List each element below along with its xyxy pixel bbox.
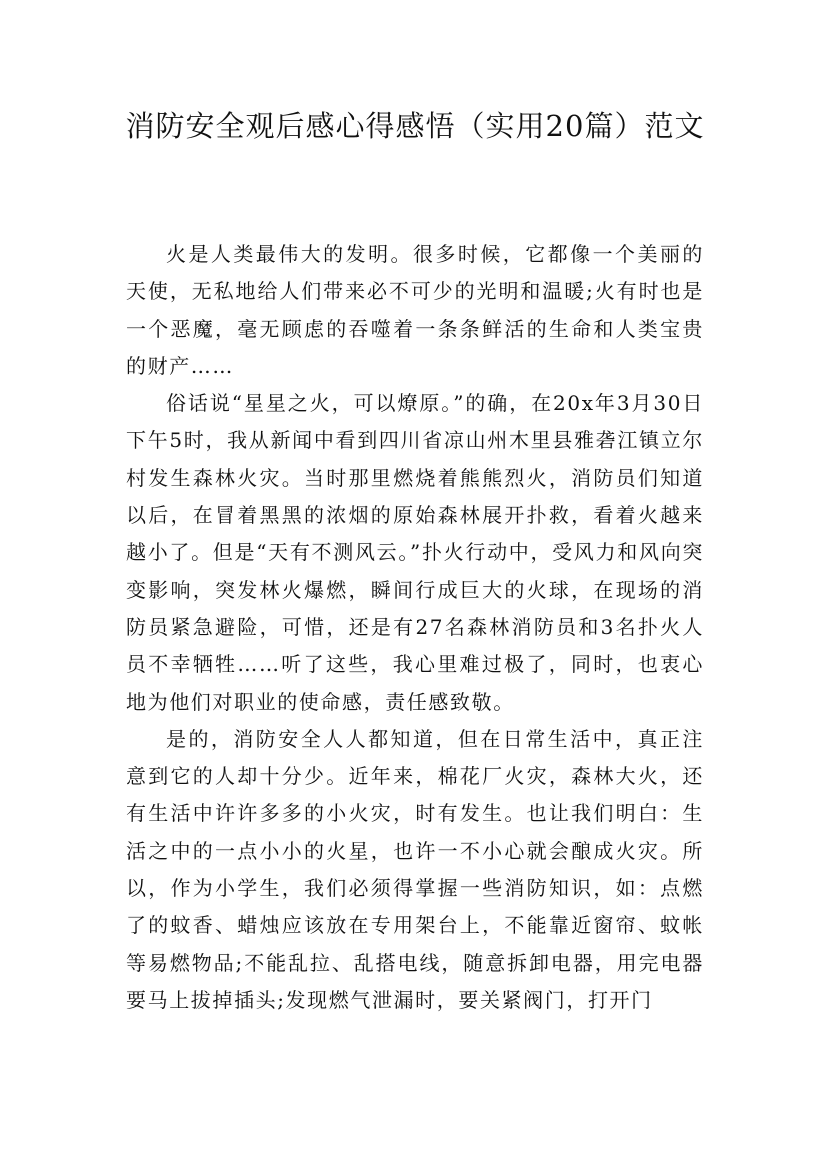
- paragraph-3: 是的，消防安全人人都知道，但在日常生活中，真正注意到它的人却十分少。近年来，棉花厂火灾，森林大火，还有生活中许许多多的小火灾，时有发生。也让我们明白：生活之中的一点小小的火星，也许一不小心就会酿成火灾。所以，作为小学生，我们必须得掌握一些消防知识，如：点燃了的蚊香、蜡烛应该放在专用架台上，不能靠近窗帘、蚊帐等易燃物品;不能乱拉、乱搭电线，随意拆卸电器，用完电器要马上拔掉插头;发现燃气泄漏时，要关紧阀门，打开门: [126, 726, 704, 1012]
- document-body: [126, 236, 704, 1019]
- paragraph-2: 俗话说“星星之火，可以燎原。”的确，在20x年3月30日下午5时，我从新闻中看到四川省凉山州木里县雅砻江镇立尔村发生森林火灾。当时那里燃烧着熊熊烈火，消防员们知道以后，在冒着黑黑的浓烟的原始森林展开扑救，看着火越来越小了。但是“天有不测风云。”扑火行动中，受风力和风向突变影响，突发林火爆燃，瞬间行成巨大的火球，在现场的消防员紧急避险，可惜，还是有27名森林消防员和3名扑火人员不幸牺牲……听了这些，我心里难过极了，同时，也衷心地为他们对职业的使命感，责任感致敬。: [126, 391, 704, 714]
- document-title: 消防安全观后感心得感悟（实用20篇）范文: [125, 109, 705, 143]
- paragraph-1: 火是人类最伟大的发明。很多时候，它都像一个美丽的天使，无私地给人们带来必不可少的光明和温暖;火有时也是一个恶魔，毫无顾虑的吞噬着一条条鲜活的生命和人类宝贵的财产……: [126, 242, 704, 378]
